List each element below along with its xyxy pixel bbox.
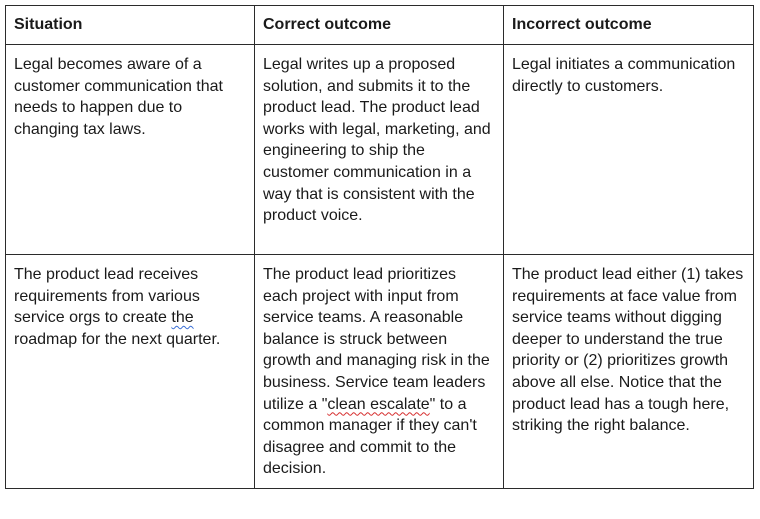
grammar-flagged-word[interactable]: the <box>171 309 194 327</box>
header-correct-outcome: Correct outcome <box>255 6 504 45</box>
table-row <box>6 45 754 255</box>
table-header-row <box>6 6 754 45</box>
cell-correct-outcome[interactable] <box>255 255 504 489</box>
outcomes-table <box>5 5 754 489</box>
spellcheck-flagged-word[interactable]: clean escalate <box>327 395 430 413</box>
cell-text: " to a common manager if they can't disagree and commit to the decision. <box>263 395 477 478</box>
cell-text: The product lead receives requirements from various service orgs to create <box>14 266 200 327</box>
cell-text: roadmap for the next quarter. <box>14 330 221 348</box>
header-incorrect-outcome: Incorrect outcome <box>504 6 754 45</box>
header-situation: Situation <box>6 6 255 45</box>
cell-incorrect-outcome[interactable]: Legal initiates a communication directly to customers. <box>504 45 754 255</box>
cell-correct-outcome[interactable]: Legal writes up a proposed solution, and submits it to the product lead. The product lead works with legal, marketing, and engineering to ship the customer communication in a way that is consistent with the product voice. <box>255 45 504 255</box>
cell-incorrect-outcome[interactable]: The product lead either (1) takes requirements at face value from service teams without digging deeper to understand the true priority or (2) prioritizes growth above all else. Notice that the product lead has a tough here, striking the right balance. <box>504 255 754 489</box>
cell-text: The product lead prioritizes each project with input from service teams. A reasonable balance is struck between growth and managing risk in the business. Service team leaders utilize a " <box>263 266 490 413</box>
cell-situation[interactable]: Legal becomes aware of a customer communication that needs to happen due to changing tax laws. <box>6 45 255 255</box>
cell-situation[interactable] <box>6 255 255 489</box>
table-row <box>6 255 754 489</box>
